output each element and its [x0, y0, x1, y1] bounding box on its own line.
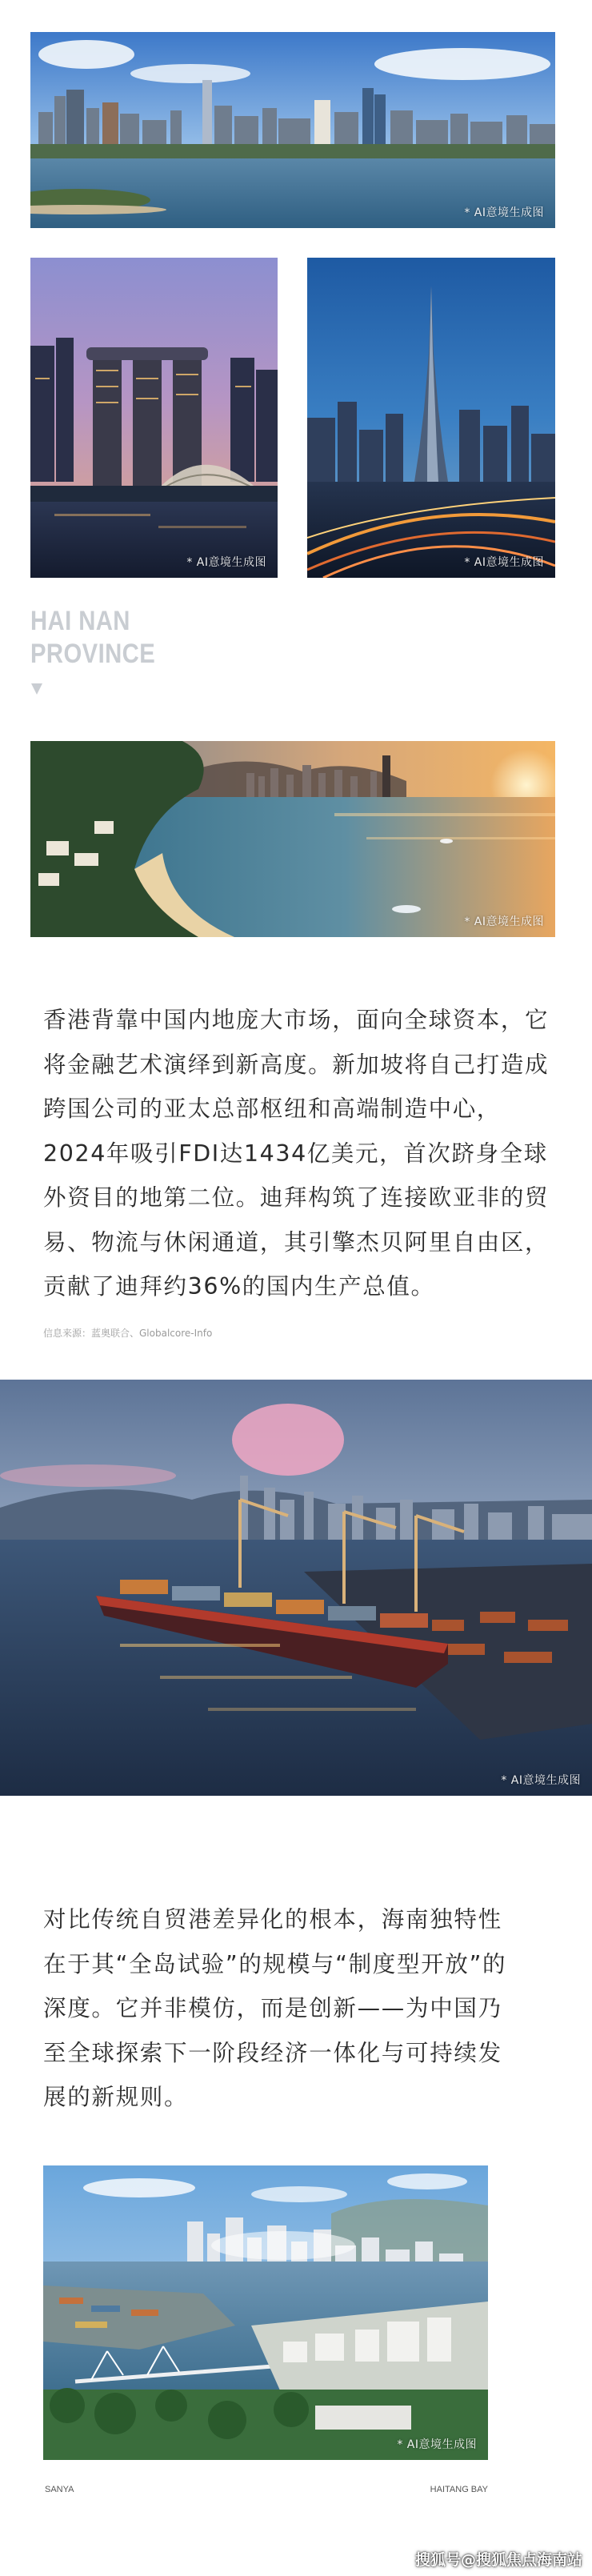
footer-left-label: SANYA	[45, 2485, 74, 2494]
province-line-2: PROVINCE	[30, 639, 156, 669]
source-note: 信息来源：蓝奥联合、Globalcore-Info	[43, 1328, 213, 1339]
footer-right-label: HAITANG BAY	[430, 2485, 488, 2494]
container-port-caption: * AI意境生成图	[501, 1774, 581, 1787]
sohu-watermark: 搜狐号@搜狐焦点海南站	[414, 2551, 582, 2569]
intro-paragraph: 香港背靠中国内地庞大市场，面向全球资本，它将金融艺术演绎到新高度。新加坡将自己打造成跨国公司的亚太总部枢纽和高端制造中心，2024年吸引FDI达1434亿美元，首次跻身全球外资目的地第二位。迪拜构筑了连接欧亚非的贸易、物流与休闲通道，其引擎杰贝阿里自由区，贡献了迪拜约36%的国内生产总值。	[43, 1007, 550, 1300]
hainan-paragraph: 对比传统自贸港差异化的根本，海南独特性在于其“全岛试验”的规模与“制度型开放”的深度。它并非模仿，而是创新——为中国乃至全球探索下一阶段经济一体化与可持续发展的新规则。	[43, 1906, 507, 2110]
skyline-photo	[30, 32, 555, 228]
province-line-1: HAI NAN	[30, 606, 130, 636]
container-port-photo	[0, 1380, 592, 1796]
dubai-caption: * AI意境生成图	[464, 556, 544, 569]
bay-sunset-caption: * AI意境生成图	[464, 915, 544, 928]
down-triangle-icon	[30, 682, 43, 696]
province-title	[30, 605, 155, 671]
marina-bay-photo	[30, 258, 278, 578]
hainan-port-city-photo	[43, 2165, 488, 2460]
skyline-caption: * AI意境生成图	[464, 206, 544, 219]
dubai-photo	[307, 258, 555, 578]
hainan-port-city-caption: * AI意境生成图	[397, 2438, 477, 2451]
marina-bay-caption: * AI意境生成图	[186, 556, 266, 569]
bay-sunset-photo	[30, 741, 555, 937]
